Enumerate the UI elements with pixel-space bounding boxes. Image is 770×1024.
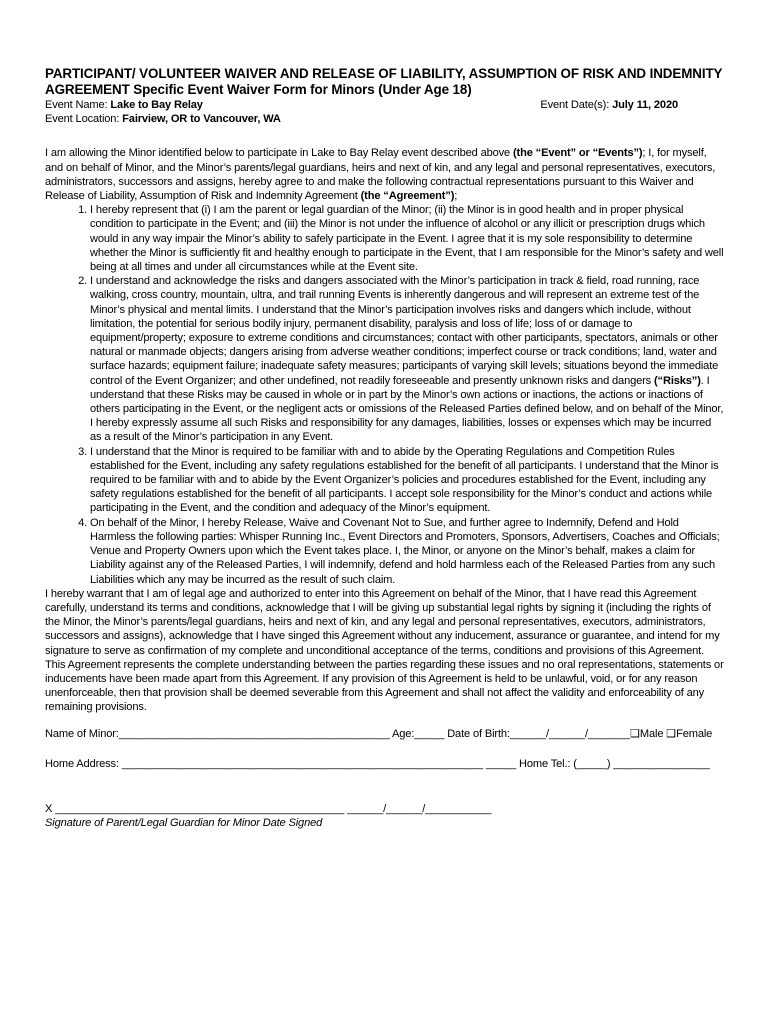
minor-info-row [45, 727, 712, 741]
item-4-text: On behalf of the Minor, I hereby Release, Waive and Covenant Not to Sue, and further agree to Indemnify, Defend and Hold Harmless the following parties: Whisper Running Inc., Event Directors and Promoters, Sponsors, Advertisers, Coaches and Officials; Venue and Property Owners upon which the Event takes place. I, the Minor, or anyone on the Minor’s behalf, makes a claim for Liability against any of the Released Parties, I will indemnify, defend and hold harmless each of the Released Parties from any such Liabilities which any may be incurred as the result of such claim. [90, 516, 720, 586]
male-checkbox[interactable]: ❑ [630, 728, 640, 740]
warranty-paragraph: I hereby warrant that I am of legal age and authorized to enter into this Agreement on behalf of the Minor, that I have read this Agreement carefully, understand its terms and conditions, acknowledge that I will be giving up substantial legal rights by signing it (including the rights of the Minor, the Minor’s parents/legal guardians, heirs and next of kin, and any legal and personal representatives, executors, administrators, successors and assigns), acknowledge that I have singed this Agreement without any inducement, assurance or guarantee, and intend for my signature to serve as confirmation of my complete and unconditional acceptance of the terms, conditions and provisions of this Agreement. This Agreement represents the complete understanding between the parties regarding these issues and no oral representations, statements or inducements have been made apart from this Agreement. If any provision of this Agreement is held to be unlawful, void, or for any reason unenforceable, then that provision shall be deemed severable from this Agreement and shall not affect the validity and enforceability of any remaining provisions. [45, 587, 724, 714]
event-details [45, 98, 725, 126]
title-line-1: PARTICIPANT/ VOLUNTEER WAIVER AND RELEASE OF LIABILITY, ASSUMPTION OF RISK AND INDEMNITY [45, 66, 723, 81]
agreement-body [45, 146, 725, 714]
intro-text-2: ; I, for myself, and on behalf of Minor, and the Minor’s parents/legal guardians, heirs and next of kin, and any legal and personal representatives, executors, administrators, successors and assigns, hereby agree to and make the following contractual representations pursuant to this Waiver and Release of Liability, Assumption of Risk and Indemnity Agreement [45, 147, 716, 203]
signature-row[interactable]: X ________________________________________________ ______/______/___________ [45, 803, 492, 815]
item-1-text: I hereby represent that (i) I am the parent or legal guardian of the Minor; (ii) the Minor is in good health and in proper physical condition to participate in the Event; and (iii) the Minor is not under the influence of alcohol or any illicit or prescription drugs which would in any way impair the Minor’s ability to safely participate in the Event. I agree that it is my sole responsibility to determine whether the Minor is sufficiently fit and healthy enough to participate in the Event, that I am responsible for the Minor’s safety and well being at all times and under all circumstances while at the Event site. [90, 204, 724, 274]
waiver-document [45, 66, 725, 715]
list-item [90, 203, 725, 274]
item-2-text-2: . I understand that these Risks may be caused in whole or in part by the Minor’s own actions or inactions, the actions or inactions of others participating in the Event, or the negligent acts or omissions of the Released Parties defined below, and on behalf of the Minor, I hereby expressly assume all such Risks and responsibility for any damages, liabilities, losses or expenses which may be incurred as a result of the Minor’s participation in any Event. [90, 374, 724, 444]
signature-caption: Signature of Parent/Legal Guardian for Minor Date Signed [45, 817, 323, 829]
event-location-value: Fairview, OR to Vancouver, WA [122, 113, 281, 126]
male-label: Male [639, 728, 667, 740]
document-title [45, 66, 725, 98]
representations-list [45, 203, 725, 586]
list-item [90, 445, 725, 516]
item-2-bold-risks: (“Risks”) [654, 374, 701, 387]
intro-paragraph [45, 146, 725, 203]
list-item [90, 274, 725, 444]
home-address-row[interactable]: Home Address: ____________________________________________________________ _____ Home Tel.: (_____) ________________ [45, 758, 710, 770]
intro-text-1: I am allowing the Minor identified below to participate in Lake to Bay Relay event described above [45, 147, 514, 160]
event-name-label: Event Name: [45, 99, 111, 111]
list-item [90, 516, 725, 587]
intro-bold-events: (the “Event” or “Events”) [513, 147, 643, 160]
event-date-value: July 11, 2020 [612, 99, 678, 111]
female-checkbox[interactable]: ❑ [666, 728, 677, 740]
item-2-text-1: I understand and acknowledge the risks and dangers associated with the Minor’s participation in track & field, road running, race walking, cross country, mountain, ultra, and trail running Events is inherently dangerous and will represent an extreme test of the Minor’s physical and mental limits. I understand that the Minor’s participation involves risks and dangers which include, without limitation, the potential for serious bodily injury, permanent disability, paralysis and loss of life; loss of or damage to equipment/property; exposure to extreme conditions and circumstances; contact with other participants, spectators, animals or other natural or manmade objects; dangers arising from adverse weather conditions; imperfect course or track conditions; land, water and surface hazards; equipment failure; inadequate safety measures; participants of varying skill levels; situations beyond the immediate control of the Event Organizer; and other undefined, not readily foreseeable and presently unknown risks and dangers [90, 275, 719, 387]
minor-name-age-dob-field[interactable]: Name of Minor:_____________________________________________ Age:_____ Date of Birth:______/______/_______ [45, 728, 631, 740]
event-name-value: Lake to Bay Relay [110, 99, 203, 111]
intro-bold-agreement: (the “Agreement”) [360, 190, 455, 203]
item-3-text: I understand that the Minor is required to be familiar with and to abide by the Operating Regulations and Competition Rules established for the Event, including any safety regulations established for the benefit of all participants. I understand that the Minor is required to be familiar with and to abide by the Event Organizer’s policies and procedures established for the Event, including any safety regulations established for the benefit of all participants. I accept sole responsibility for the Minor’s conduct and actions while participating in the Event, and the condition and adequacy of the Minor’s equipment. [90, 445, 719, 515]
female-label: Female [676, 728, 713, 740]
title-line-2: AGREEMENT Specific Event Waiver Form for Minors (Under Age 18) [45, 82, 472, 97]
intro-text-3: ; [454, 190, 458, 203]
event-date-label: Event Date(s): [540, 99, 613, 111]
event-location-label: Event Location: [45, 113, 123, 126]
